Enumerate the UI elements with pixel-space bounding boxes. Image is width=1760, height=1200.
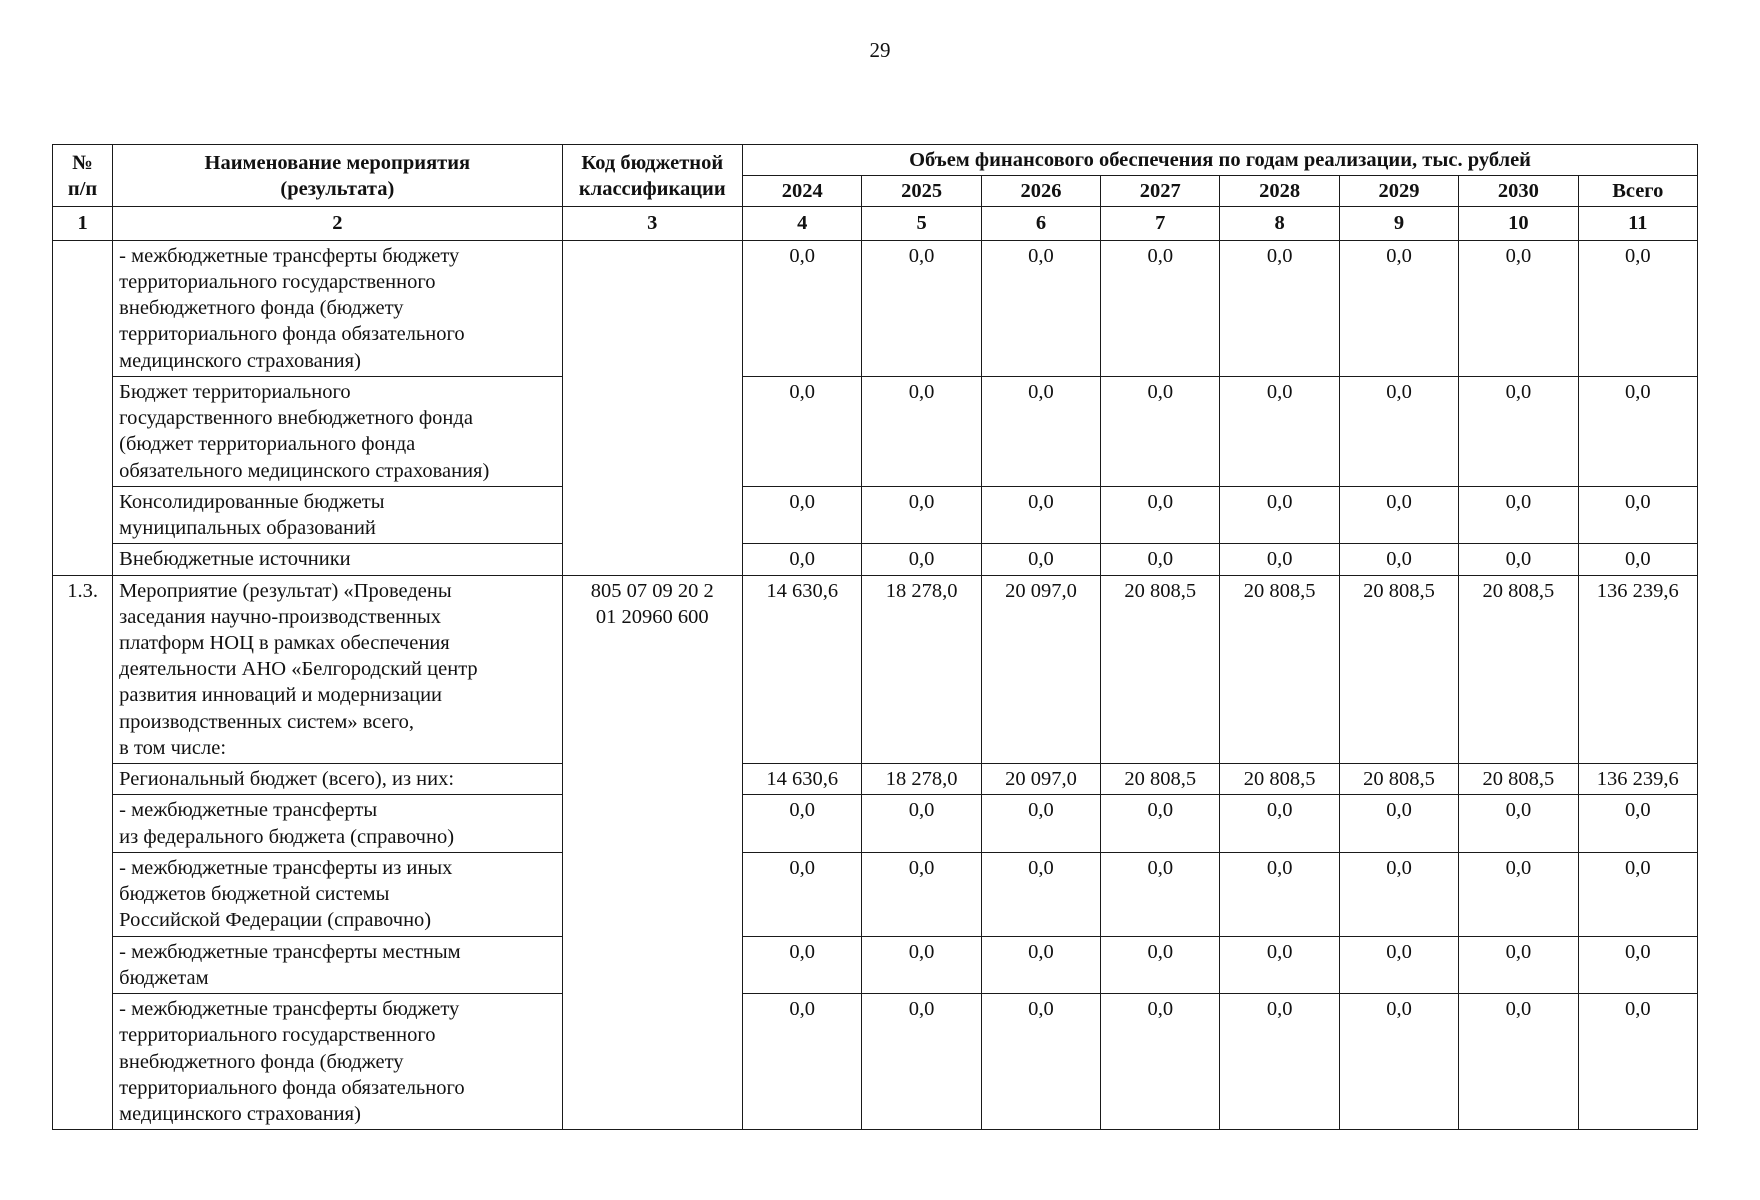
- cell-value: 0,0: [981, 852, 1100, 936]
- cell-value: 14 630,6: [743, 575, 862, 764]
- cell-value: 20 808,5: [1339, 764, 1458, 795]
- cell-value: 0,0: [1459, 376, 1578, 486]
- cell-value: 20 808,5: [1459, 575, 1578, 764]
- cell-value: 0,0: [1578, 795, 1697, 852]
- row-name: - межбюджетные трансферты бюджету территориального государственного внебюджетного фонда (бюджету территориального фонда обязательного медицинского страхования): [113, 994, 562, 1130]
- cell-value: 0,0: [1101, 544, 1220, 575]
- cell-value: 20 097,0: [981, 575, 1100, 764]
- cell-value: 0,0: [1339, 795, 1458, 852]
- cell-value: 0,0: [1101, 486, 1220, 543]
- table-row: [53, 575, 1698, 764]
- cell-value: 0,0: [1578, 544, 1697, 575]
- header-name: Наименование мероприятия (результата): [113, 145, 562, 207]
- header-num: № п/п: [53, 145, 113, 207]
- cell-value: 0,0: [1220, 240, 1339, 376]
- cell-value: 20 808,5: [1220, 575, 1339, 764]
- column-numbers-row: [53, 207, 1698, 240]
- table-row: [53, 376, 1698, 486]
- column-number: 3: [562, 207, 743, 240]
- cell-value: 0,0: [743, 994, 862, 1130]
- cell-value: 0,0: [1459, 544, 1578, 575]
- cell-value: 0,0: [862, 544, 981, 575]
- header-year: 2026: [981, 176, 1100, 207]
- row-name: Бюджет территориального государственного внебюджетного фонда (бюджет территориального фонда обязательного медицинского страхования): [113, 376, 562, 486]
- cell-value: 0,0: [981, 936, 1100, 993]
- cell-value: 20 097,0: [981, 764, 1100, 795]
- header-year: 2028: [1220, 176, 1339, 207]
- cell-value: 0,0: [981, 486, 1100, 543]
- cell-value: 0,0: [1578, 936, 1697, 993]
- row-num: [53, 240, 113, 575]
- table-header: [53, 145, 1698, 241]
- row-code: 805 07 09 20 2 01 20960 600: [562, 575, 743, 1130]
- column-number: 6: [981, 207, 1100, 240]
- cell-value: 0,0: [1339, 936, 1458, 993]
- cell-value: 0,0: [743, 376, 862, 486]
- column-number: 4: [743, 207, 862, 240]
- cell-value: 0,0: [1101, 852, 1220, 936]
- cell-value: 0,0: [1578, 994, 1697, 1130]
- header-total: Всего: [1578, 176, 1697, 207]
- cell-value: 0,0: [862, 936, 981, 993]
- cell-value: 0,0: [1578, 852, 1697, 936]
- cell-value: 0,0: [743, 486, 862, 543]
- table-row: [53, 994, 1698, 1130]
- cell-value: 20 808,5: [1101, 764, 1220, 795]
- cell-value: 0,0: [1459, 486, 1578, 543]
- table-row: [53, 240, 1698, 376]
- cell-value: 0,0: [1220, 852, 1339, 936]
- header-year: 2027: [1101, 176, 1220, 207]
- column-number: 9: [1339, 207, 1458, 240]
- header-year: 2029: [1339, 176, 1458, 207]
- cell-value: 0,0: [1339, 544, 1458, 575]
- cell-value: 20 808,5: [1339, 575, 1458, 764]
- cell-value: 20 808,5: [1459, 764, 1578, 795]
- cell-value: 0,0: [1220, 376, 1339, 486]
- cell-value: 18 278,0: [862, 764, 981, 795]
- column-number: 5: [862, 207, 981, 240]
- cell-value: 0,0: [1339, 486, 1458, 543]
- column-number: 8: [1220, 207, 1339, 240]
- cell-value: 0,0: [743, 544, 862, 575]
- cell-value: 0,0: [981, 376, 1100, 486]
- cell-value: 0,0: [981, 544, 1100, 575]
- table-row: [53, 486, 1698, 543]
- row-name: Региональный бюджет (всего), из них:: [113, 764, 562, 795]
- column-number: 10: [1459, 207, 1578, 240]
- header-volume: Объем финансового обеспечения по годам реализации, тыс. рублей: [743, 145, 1698, 176]
- financing-table: [52, 144, 1698, 1130]
- table-row: [53, 764, 1698, 795]
- cell-value: 0,0: [1220, 994, 1339, 1130]
- cell-value: 0,0: [1101, 795, 1220, 852]
- cell-value: 136 239,6: [1578, 764, 1697, 795]
- header-year: 2025: [862, 176, 981, 207]
- cell-value: 0,0: [1578, 240, 1697, 376]
- cell-value: 0,0: [981, 994, 1100, 1130]
- row-num: 1.3.: [53, 575, 113, 1130]
- cell-value: 0,0: [1339, 852, 1458, 936]
- cell-value: 0,0: [862, 240, 981, 376]
- cell-value: 0,0: [1578, 376, 1697, 486]
- table-row: [53, 936, 1698, 993]
- cell-value: 0,0: [862, 852, 981, 936]
- cell-value: 14 630,6: [743, 764, 862, 795]
- column-number: 1: [53, 207, 113, 240]
- table-body: [53, 240, 1698, 1130]
- row-name: - межбюджетные трансферты из иных бюджетов бюджетной системы Российской Федерации (справочно): [113, 852, 562, 936]
- cell-value: 0,0: [743, 240, 862, 376]
- cell-value: 0,0: [981, 240, 1100, 376]
- cell-value: 0,0: [1339, 994, 1458, 1130]
- cell-value: 0,0: [1459, 240, 1578, 376]
- cell-value: 0,0: [862, 486, 981, 543]
- row-code: [562, 240, 743, 575]
- cell-value: 0,0: [862, 994, 981, 1130]
- cell-value: 0,0: [1101, 994, 1220, 1130]
- cell-value: 0,0: [1459, 795, 1578, 852]
- table-row: [53, 544, 1698, 575]
- cell-value: 136 239,6: [1578, 575, 1697, 764]
- cell-value: 0,0: [1459, 994, 1578, 1130]
- cell-value: 0,0: [862, 795, 981, 852]
- cell-value: 0,0: [1101, 936, 1220, 993]
- row-name: - межбюджетные трансферты из федерального бюджета (справочно): [113, 795, 562, 852]
- cell-value: 0,0: [1101, 376, 1220, 486]
- cell-value: 0,0: [743, 795, 862, 852]
- row-name: Консолидированные бюджеты муниципальных образований: [113, 486, 562, 543]
- cell-value: 0,0: [1220, 936, 1339, 993]
- column-number: 11: [1578, 207, 1697, 240]
- header-year: 2030: [1459, 176, 1578, 207]
- cell-value: 0,0: [1101, 240, 1220, 376]
- row-name: - межбюджетные трансферты бюджету территориального государственного внебюджетного фонда (бюджету территориального фонда обязательного медицинского страхования): [113, 240, 562, 376]
- cell-value: 0,0: [1220, 544, 1339, 575]
- row-name: Мероприятие (результат) «Проведены заседания научно-производственных платформ НОЦ в рамках обеспечения деятельности АНО «Белгородский центр развития инноваций и модернизации производственных систем» всего, в том числе:: [113, 575, 562, 764]
- cell-value: 0,0: [1339, 376, 1458, 486]
- cell-value: 0,0: [743, 936, 862, 993]
- cell-value: 0,0: [1220, 486, 1339, 543]
- page-number: 29: [869, 38, 891, 62]
- cell-value: 20 808,5: [1220, 764, 1339, 795]
- column-number: 2: [113, 207, 562, 240]
- cell-value: 0,0: [1220, 795, 1339, 852]
- cell-value: 0,0: [1459, 852, 1578, 936]
- table-row: [53, 852, 1698, 936]
- header-code: Код бюджетной классификации: [562, 145, 743, 207]
- row-name: - межбюджетные трансферты местным бюджетам: [113, 936, 562, 993]
- cell-value: 0,0: [862, 376, 981, 486]
- cell-value: 0,0: [743, 852, 862, 936]
- cell-value: 20 808,5: [1101, 575, 1220, 764]
- header-year: 2024: [743, 176, 862, 207]
- cell-value: 0,0: [981, 795, 1100, 852]
- cell-value: 18 278,0: [862, 575, 981, 764]
- table-row: [53, 795, 1698, 852]
- row-name: Внебюджетные источники: [113, 544, 562, 575]
- cell-value: 0,0: [1459, 936, 1578, 993]
- column-number: 7: [1101, 207, 1220, 240]
- cell-value: 0,0: [1339, 240, 1458, 376]
- cell-value: 0,0: [1578, 486, 1697, 543]
